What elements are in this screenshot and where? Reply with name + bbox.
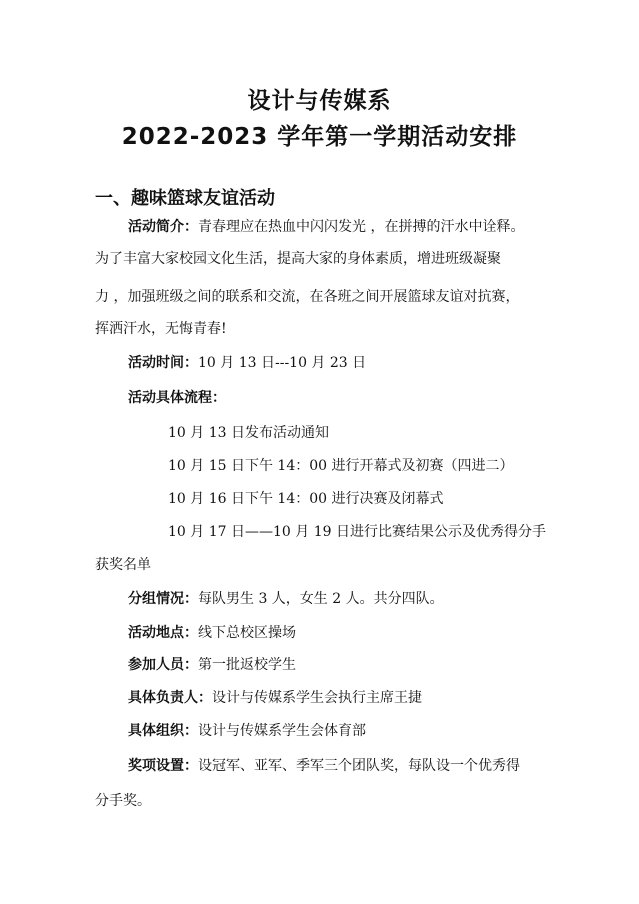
organizer-row (128, 722, 366, 740)
time-row (128, 354, 366, 372)
organizer-value: 设计与传媒系学生会体育部 (198, 723, 366, 739)
awards-row-continued: 分手奖。 (95, 793, 151, 809)
process-step-2: 10 月 15 日下午 14：00 进行开幕式及初赛（四进二） (168, 458, 514, 474)
intro-paragraph-line-2: 为了丰富大家校园文化生活，提高大家的身体素质，增进班级凝聚 (95, 251, 501, 267)
groups-value: 每队男生 3 人，女生 2 人。共分四队。 (198, 591, 444, 607)
leader-value: 设计与传媒系学生会执行主席王捷 (212, 690, 422, 706)
leader-row (128, 689, 422, 707)
intro-paragraph-line-3: 力 ，加强班级之间的联系和交流，在各班之间开展篮球友谊对抗赛， (95, 289, 520, 305)
process-step-3: 10 月 16 日下午 14：00 进行决赛及闭幕式 (168, 491, 444, 507)
groups-label: 分组情况： (128, 591, 198, 607)
leader-label: 具体负责人： (128, 690, 212, 706)
intro-label: 活动简介： (128, 219, 198, 235)
organizer-label: 具体组织： (128, 723, 198, 739)
participants-label: 参加人员： (128, 657, 198, 673)
awards-label: 奖项设置： (128, 758, 198, 774)
process-step-4: 10 月 17 日——10 月 19 日进行比赛结果公示及优秀得分手 (168, 524, 546, 540)
awards-row (128, 757, 520, 775)
intro-paragraph-line-1 (128, 218, 524, 236)
intro-text: 青春理应在热血中闪闪发光 ，在拼搏的汗水中诠释。 (198, 219, 525, 235)
location-label: 活动地点： (128, 625, 198, 641)
participants-value: 第一批返校学生 (198, 657, 296, 673)
title-line-1: 设计与传媒系 (247, 88, 392, 114)
awards-value: 设冠军、亚军、季军三个团队奖，每队设一个优秀得 (198, 758, 520, 774)
process-step-1: 10 月 13 日发布活动通知 (168, 425, 329, 441)
participants-row (128, 656, 296, 674)
process-label: 活动具体流程： (128, 390, 226, 406)
time-label: 活动时间： (128, 355, 198, 371)
section-heading: 一、趣味篮球友谊活动 (95, 188, 275, 209)
intro-paragraph-line-4: 挥洒汗水，无悔青春! (95, 321, 227, 337)
groups-row (128, 590, 444, 608)
title-line-2: 2022-2023 学年第一学期活动安排 (121, 124, 518, 150)
process-step-4-continued: 获奖名单 (95, 557, 151, 573)
time-value: 10 月 13 日---10 月 23 日 (198, 355, 367, 371)
location-row (128, 624, 296, 642)
location-value: 线下总校区操场 (198, 625, 296, 641)
